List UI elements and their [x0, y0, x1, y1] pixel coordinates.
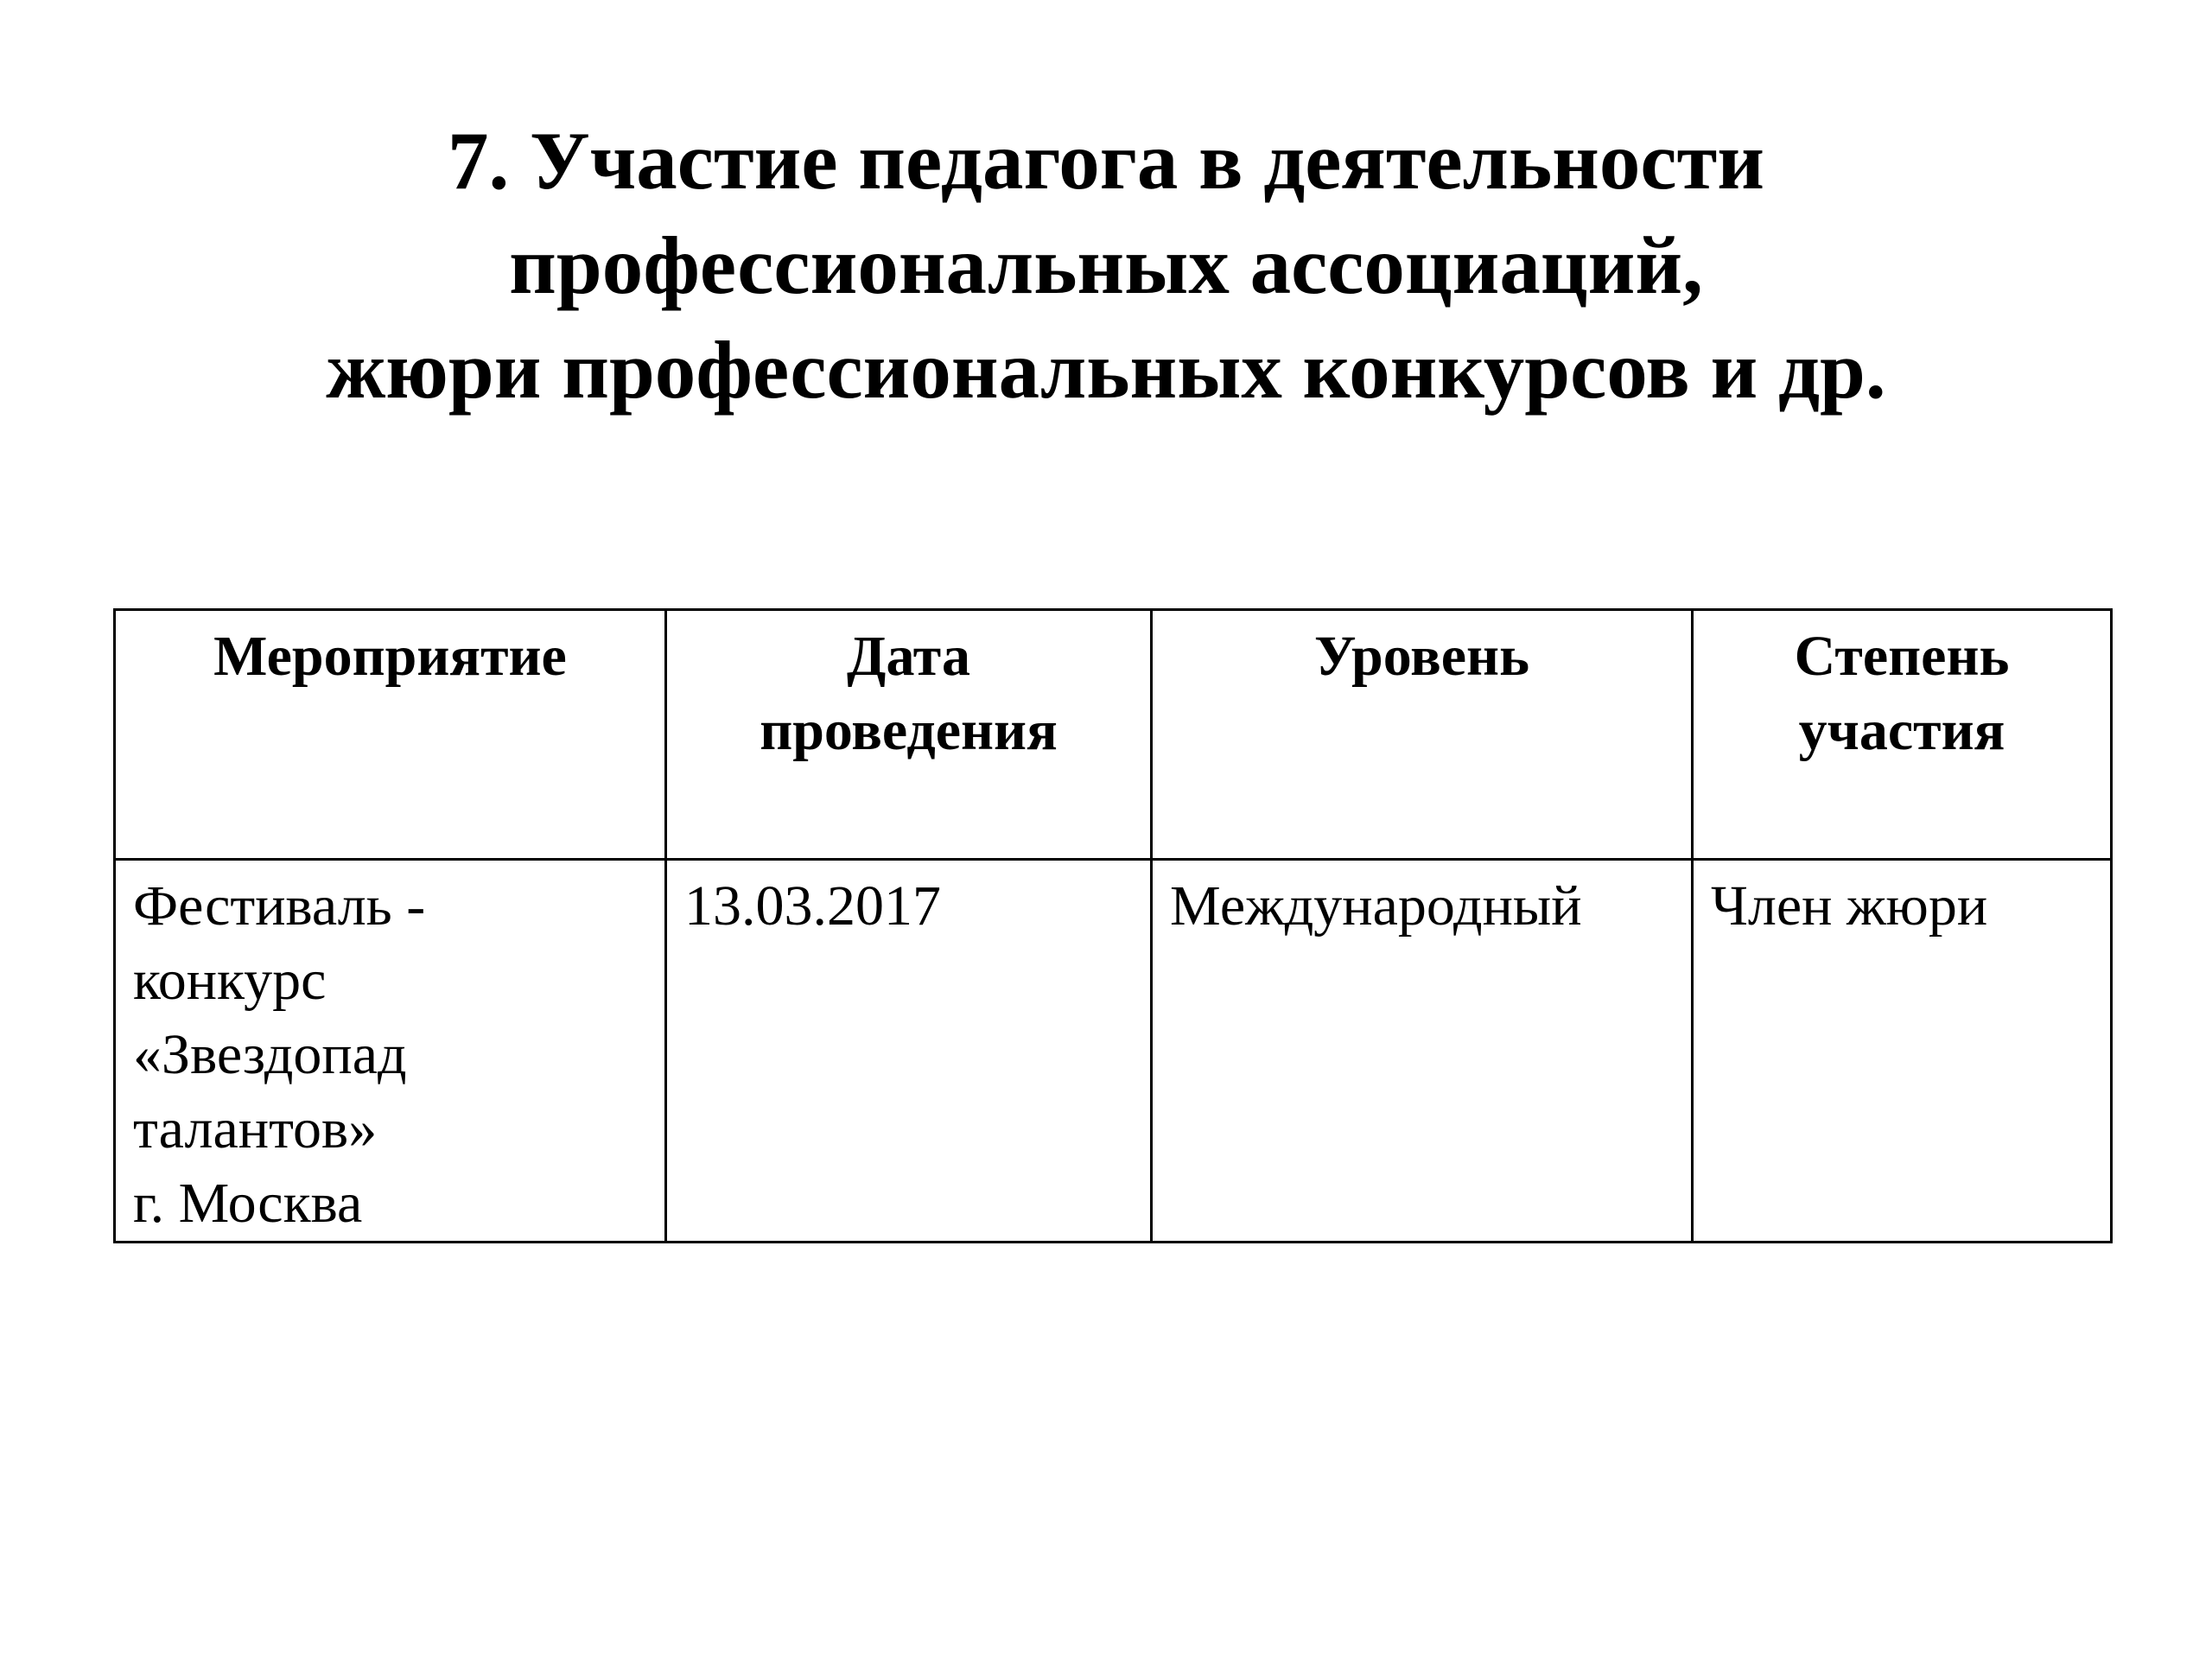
- header-level: Уровень: [1152, 610, 1693, 860]
- table-header-row: [115, 610, 2112, 860]
- page-title: [0, 109, 2212, 423]
- participation-table: [113, 608, 2113, 1243]
- title-line-1: 7. Участие педагога в деятельности: [448, 115, 1764, 207]
- title-line-3: жюри профессиональных конкурсов и др.: [326, 324, 1886, 416]
- table-row: [115, 860, 2112, 1243]
- header-participation: Степень участия: [1693, 610, 2112, 860]
- cell-participation: Член жюри: [1693, 860, 2112, 1243]
- header-event: Мероприятие: [115, 610, 666, 860]
- header-date: Дата проведения: [666, 610, 1152, 860]
- title-line-2: профессиональных ассоциаций,: [509, 219, 1703, 311]
- cell-event: Фестиваль - конкурс «Звездопад талантов» г. Москва: [115, 860, 666, 1243]
- cell-level: Международный: [1152, 860, 1693, 1243]
- cell-date: 13.03.2017: [666, 860, 1152, 1243]
